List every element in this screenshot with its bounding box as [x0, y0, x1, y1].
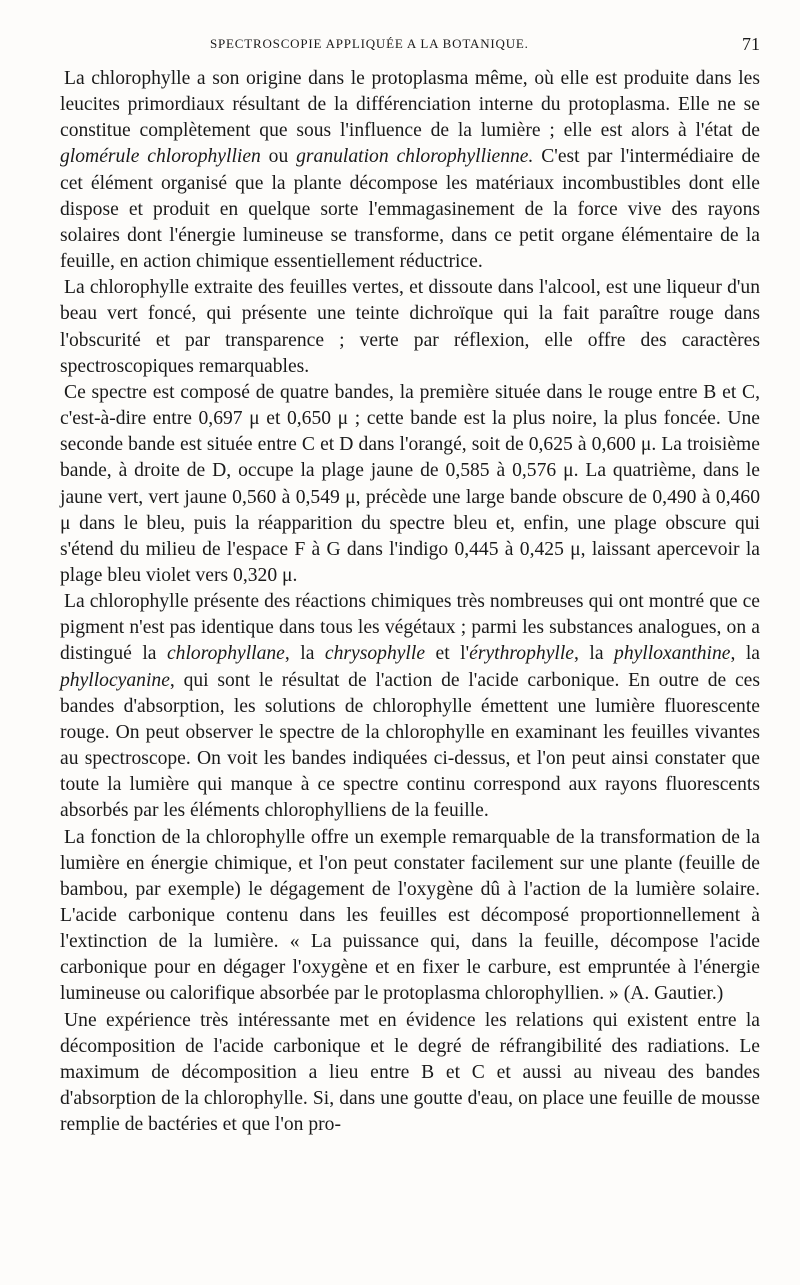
body-text: [60, 66, 760, 1138]
italic-term: phyllocyanine: [60, 669, 170, 691]
paragraph-spectrum-bands: Ce spectre est composé de quatre bandes, la première située dans le rouge entre B et C, c'est-à-dire entre 0,697 μ et 0,650 μ ; cette bande est la plus noire, la plus foncée. Une seconde bande est située entre C et D dans l'orangé, soit de 0,625 à 0,600 μ. La troisième bande, à droite de D, occupe la plage jaune de 0,585 à 0,576 μ. La quatrième, dans le jaune vert, vert jaune 0,560 à 0,549 μ, précède une large bande obscure de 0,490 à 0,460 μ dans le bleu, puis la réapparition du spectre bleu et, enfin, une plage obscure qui s'étend du milieu de l'espace F à G dans l'indigo 0,445 à 0,425 μ, laissant apercevoir la plage bleu violet vers 0,320 μ.: [60, 381, 760, 586]
text-run: , la: [284, 643, 325, 665]
text-run: et l': [425, 643, 470, 665]
italic-term: érythrophylle: [469, 643, 574, 665]
text-run: ou: [260, 146, 297, 168]
italic-term: granulation chlorophyllienne.: [296, 146, 534, 168]
paragraph-experiment: Une expérience très intéressante met en évidence les relations qui existent entre la décomposition de l'acide carbonique et le degré de réfrangibilité des radiations. Le maximum de décomposition a lieu entre B et C et aussi au niveau des bandes d'absorption de la chlorophylle. Si, dans une goutte d'eau, on place une feuille de mousse remplie de bactéries et que l'on pro-: [60, 1009, 760, 1136]
paragraph-chlorophyll-origin: [60, 66, 760, 275]
text-run: , la: [573, 643, 615, 665]
paragraph-chemical-reactions: [60, 589, 760, 824]
italic-term: phylloxanthine: [614, 643, 731, 665]
page-number: 71: [742, 34, 760, 54]
text-run: La chlorophylle présente des réactions chimiques très nombreuses qui ont montré que ce pigment n'est pas identique dans tous les végétaux ; parmi les substances analogues, on a distingué la: [60, 591, 760, 665]
running-head: [60, 36, 760, 56]
paragraph-chlorophyll-extract: La chlorophylle extraite des feuilles vertes, et dissoute dans l'alcool, est une liqueur d'un beau vert foncé, qui présente une teinte dichroïque qui la fait paraître rouge dans l'obscurité et par transparence ; verte par réflexion, elle offre des caractères spectroscopiques remarquables.: [60, 277, 760, 377]
italic-term: chrysophylle: [324, 643, 426, 665]
text-run: C'est par l'intermédiaire de cet élément organisé que la plante décompose les matériaux incombustibles dont elle dispose et produit en quelque sorte l'emmagasinement de la force vive des rayons solaires dont l'énergie lumineuse se transforme, dans ce petit organe élémentaire de la feuille, en action chimique essentiellement réductrice.: [60, 146, 761, 273]
paragraph-light-function: La fonction de la chlorophylle offre un exemple remarquable de la transformation de la lumière en énergie chimique, et l'on peut constater facilement sur une plante (feuille de bambou, par exemple) le dégagement de l'oxygène dû à l'action de la lumière solaire. L'acide carbonique contenu dans les feuilles est décomposé proportionnellement à l'extinction de la lumière. « La puissance qui, dans la feuille, décompose l'acide carbonique pour en dégager l'oxygène et en fixer le carbure, est empruntée à l'énergie lumineuse ou calorifique absorbée par le protoplasma chlorophyllien. » (A. Gautier.): [60, 826, 760, 1005]
italic-term: glomérule chlorophyllien: [60, 146, 261, 168]
italic-term: chlorophyllane: [166, 643, 285, 665]
text-run: , qui sont le résultat de l'action de l'acide carbonique. En outre de ces bandes d'absorption, les solutions de chlorophylle émettent une lumière fluorescente rouge. On peut observer le spectre de la chlorophylle en examinant les feuilles vivantes au spectroscope. On voit les bandes indiquées ci-dessus, et l'on peut ainsi constater que toute la lumière qui manque à ce spectre continu correspond aux rayons fluorescents absorbés par les éléments chlorophylliens de la feuille.: [60, 669, 760, 822]
text-run: La chlorophylle a son origine dans le protoplasma même, où elle est produite dans les leucites primordiaux résultant de la différenciation interne du protoplasma. Elle ne se constitue complètement que sous l'influence de la lumière ; elle est alors à l'état de: [60, 68, 760, 142]
running-title: SPECTROSCOPIE APPLIQUÉE A LA BOTANIQUE.: [210, 36, 529, 51]
text-run: , la: [730, 643, 760, 665]
